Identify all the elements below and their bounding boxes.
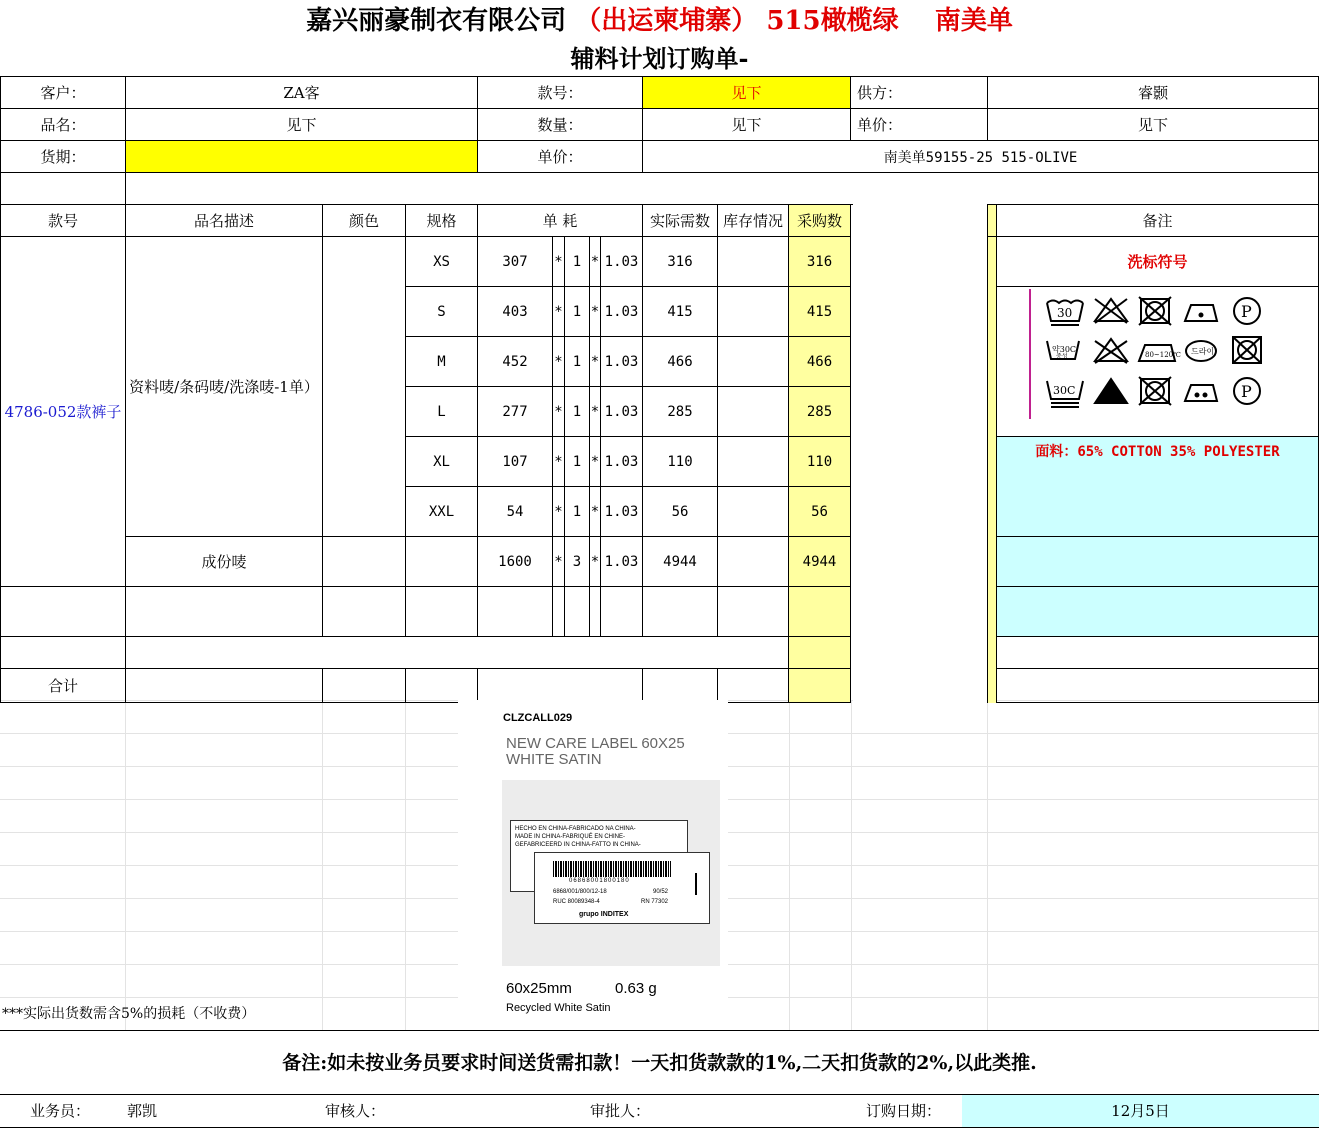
remark-cell — [997, 537, 1319, 587]
order-date-value[interactable]: 12月5日 — [962, 1095, 1319, 1127]
care-label-name — [506, 736, 685, 768]
actual-cell: 316 — [643, 237, 718, 287]
salesman-value[interactable]: 郭凯 — [127, 1102, 158, 1120]
label-ruc: RUC 80089348-4 — [553, 899, 600, 905]
star-cell: * — [553, 537, 565, 587]
mult-cell: 1 — [565, 337, 590, 387]
actual-cell: 466 — [643, 337, 718, 387]
unit-value[interactable]: 南美单59155-25 515-OLIVE — [643, 141, 1319, 173]
actual-cell: 56 — [643, 487, 718, 537]
col-actual: 实际需数 — [643, 205, 718, 237]
table-row — [1, 537, 1319, 587]
qty-cell: 307 — [478, 237, 553, 287]
company-name: 嘉兴丽豪制衣有限公司 — [306, 6, 567, 36]
label-text-line: MADE IN CHINA-FABRIQUÉ EN CHINE- — [515, 834, 626, 840]
col-size: 规格 — [406, 205, 478, 237]
factor-cell: 1.03 — [601, 537, 643, 587]
star-cell: * — [553, 487, 565, 537]
fabric-note: 面料：65% COTTON 35% POLYESTER — [997, 437, 1319, 537]
remark-cell — [997, 587, 1319, 637]
svg-text:80~120℃: 80~120℃ — [1145, 351, 1181, 359]
style-label: 款号： — [478, 77, 643, 109]
care-label-material: Recycled White Satin — [506, 1002, 611, 1014]
gridline — [851, 700, 852, 1030]
mult-cell: 1 — [565, 487, 590, 537]
label-rn: RN 77302 — [641, 899, 669, 905]
30c-wash-icon — [1047, 381, 1083, 407]
order-date-label: 订购日期： — [866, 1102, 942, 1120]
star-cell: * — [553, 287, 565, 337]
mult-cell: 3 — [565, 537, 590, 587]
front-label — [534, 852, 710, 924]
col-style: 款号 — [1, 205, 126, 237]
col-consumption: 单 耗 — [478, 205, 643, 237]
care-label-size: 60x25mm — [506, 980, 572, 997]
star-cell: * — [590, 287, 601, 337]
p-circle-icon — [1234, 378, 1260, 404]
no-bleach-hangul-icon — [1095, 339, 1127, 363]
empty-cell — [1, 637, 126, 669]
price-label: 单价： — [851, 109, 988, 141]
care-symbols-cell — [997, 287, 1319, 437]
table-row — [1, 237, 1319, 287]
empty-cell — [126, 669, 323, 703]
purchase-cell: 466 — [789, 337, 851, 387]
stock-cell — [718, 287, 789, 337]
empty-cell — [126, 587, 323, 637]
total-row — [1, 669, 1319, 703]
empty-cell — [643, 669, 718, 703]
svg-text:약30C: 약30C — [1052, 345, 1077, 354]
gridline — [987, 700, 988, 1030]
mult-cell: 1 — [565, 387, 590, 437]
blank-row — [126, 173, 1319, 205]
star-cell: * — [553, 387, 565, 437]
empty-cell — [789, 637, 851, 669]
qty-cell: 107 — [478, 437, 553, 487]
order-table — [0, 76, 1319, 703]
stock-cell — [718, 387, 789, 437]
svg-text:P: P — [1241, 382, 1252, 401]
label-photo — [502, 780, 720, 966]
empty-cell — [323, 587, 406, 637]
factor-cell: 1.03 — [601, 487, 643, 537]
col-remark: 备注 — [997, 205, 1319, 237]
col-desc: 品名描述 — [126, 205, 323, 237]
empty-cell — [478, 587, 553, 637]
qty-cell: 54 — [478, 487, 553, 537]
actual-cell: 285 — [643, 387, 718, 437]
table-row — [1, 587, 1319, 637]
qty-cell: 403 — [478, 287, 553, 337]
purchase-cell: 316 — [789, 237, 851, 287]
remark-cell — [997, 669, 1319, 703]
color-code: 515橄榄绿 — [766, 6, 899, 36]
empty-cell — [553, 587, 565, 637]
no-tumble-icon — [1233, 337, 1261, 363]
empty-cell — [406, 669, 478, 703]
color-cell — [323, 237, 406, 537]
empty-cell — [126, 637, 789, 669]
color-cell — [323, 537, 406, 587]
market: 南美单 — [934, 6, 1013, 36]
qty-cell: 277 — [478, 387, 553, 437]
empty-cell — [1, 587, 126, 637]
30-wash-icon — [1047, 301, 1083, 326]
bleach-icon — [1095, 379, 1127, 403]
empty-cell — [718, 669, 789, 703]
style-value[interactable]: 见下 — [643, 77, 851, 109]
30-gentle-wash-icon — [1047, 341, 1079, 360]
price-value[interactable]: 见下 — [988, 109, 1319, 141]
barcode-icon — [553, 861, 671, 877]
label-ref2: 90/52 — [653, 889, 669, 895]
empty-cell — [590, 587, 601, 637]
gridline — [789, 700, 790, 1030]
empty-cell — [565, 587, 590, 637]
company-title — [0, 0, 1319, 42]
p-dryclean-icon — [1234, 298, 1260, 324]
dry-hangul-icon — [1186, 341, 1216, 361]
empty-cell — [406, 587, 478, 637]
label-mark — [695, 873, 697, 895]
col-stock: 库存情况 — [718, 205, 789, 237]
empty-cell — [718, 587, 789, 637]
star-cell: * — [553, 437, 565, 487]
star-cell: * — [590, 237, 601, 287]
empty-cell — [601, 587, 643, 637]
composition-desc: 成份唛 — [126, 537, 323, 587]
col-purchase: 采购数 — [789, 205, 851, 237]
loss-note: ***实际出货数需含5%的损耗（不收费） — [2, 1006, 256, 1022]
star-cell: * — [590, 337, 601, 387]
qty-label: 数量： — [478, 109, 643, 141]
empty-cell — [323, 669, 406, 703]
iron-80-120-icon — [1139, 345, 1181, 361]
svg-text:30C: 30C — [1053, 384, 1076, 397]
care-symbols — [1045, 295, 1285, 415]
label-text-line: GEFABRICEERD IN CHINA-FATTO IN CHINA- — [515, 842, 641, 848]
item-desc: 资料唛/条码唛/洗涤唛-1单） — [126, 237, 323, 537]
col-color: 颜色 — [323, 205, 406, 237]
salesman-label: 业务员： — [30, 1102, 91, 1120]
purchase-cell: 4944 — [789, 537, 851, 587]
size-cell: XXL — [406, 487, 478, 537]
mult-cell: 1 — [565, 437, 590, 487]
star-cell: * — [553, 237, 565, 287]
stock-cell — [718, 337, 789, 387]
star-cell: * — [590, 487, 601, 537]
factor-cell: 1.03 — [601, 237, 643, 287]
style-no: 4786-052款裤子 — [1, 237, 126, 587]
qty-cell: 1600 — [478, 537, 553, 587]
empty-cell — [478, 669, 643, 703]
label-brand: grupo INDITEX — [579, 911, 629, 918]
gap-strip — [988, 205, 997, 237]
svg-text:중성: 중성 — [1056, 353, 1068, 360]
size-cell — [406, 537, 478, 587]
stock-cell — [718, 437, 789, 487]
purchase-cell: 56 — [789, 487, 851, 537]
actual-cell: 415 — [643, 287, 718, 337]
customer-value[interactable]: ZA客 — [126, 77, 478, 109]
actual-cell: 110 — [643, 437, 718, 487]
care-label-weight: 0.63 g — [615, 980, 657, 997]
no-tumble-dry-icon — [1139, 297, 1171, 325]
purchase-cell: 110 — [789, 437, 851, 487]
factor-cell: 1.03 — [601, 387, 643, 437]
no-tumble-dry-2-icon — [1139, 377, 1171, 405]
unit-label: 单价： — [478, 141, 643, 173]
empty-cell — [643, 587, 718, 637]
wash-title: 洗标符号 — [997, 237, 1319, 287]
empty-cell — [789, 587, 851, 637]
total-label: 合计 — [1, 669, 126, 703]
care-label-image — [458, 700, 728, 1030]
sign-row — [0, 1094, 1319, 1128]
label-text-line: HECHO EN CHINA-FABRICADO NA CHINA- — [515, 826, 636, 832]
size-cell: M — [406, 337, 478, 387]
factor-cell: 1.03 — [601, 337, 643, 387]
mult-cell: 1 — [565, 237, 590, 287]
page-title: 辅料计划订购单- — [570, 44, 749, 73]
size-cell: L — [406, 387, 478, 437]
barcode-digits: 06868001800180 — [569, 878, 630, 884]
purchase-cell: 285 — [789, 387, 851, 437]
svg-text:P: P — [1241, 302, 1252, 321]
star-cell: * — [590, 387, 601, 437]
blank-cell — [1, 173, 126, 205]
label-ref1: 6868/001/800/12-18 — [553, 889, 607, 895]
customer-label: 客户： — [1, 77, 126, 109]
care-divider — [1029, 289, 1031, 419]
mult-cell: 1 — [565, 287, 590, 337]
delivery-label: 货期： — [1, 141, 126, 173]
actual-cell: 4944 — [643, 537, 718, 587]
svg-text:드라이: 드라이 — [1191, 347, 1215, 356]
gridline — [322, 700, 323, 1030]
factor-cell: 1.03 — [601, 437, 643, 487]
low-iron-icon — [1185, 305, 1217, 321]
footer-note: 备注:如未按业务员要求时间送货需扣款！一天扣货款款的1%,二天扣货款的2%,以此类推. — [0, 1030, 1319, 1095]
qty-cell: 452 — [478, 337, 553, 387]
care-label-code: CLZCALL029 — [503, 712, 573, 724]
qty-value[interactable]: 见下 — [643, 109, 851, 141]
product-label: 品名： — [1, 109, 126, 141]
no-bleach-icon — [1095, 299, 1127, 323]
table-row — [1, 637, 1319, 669]
factor-cell: 1.03 — [601, 287, 643, 337]
stock-cell — [718, 487, 789, 537]
medium-iron-icon — [1185, 385, 1217, 401]
supplier-value[interactable]: 睿颢 — [988, 77, 1319, 109]
size-cell: XS — [406, 237, 478, 287]
approver-label: 审批人： — [590, 1102, 651, 1120]
star-cell: * — [590, 437, 601, 487]
blank-area — [853, 204, 987, 704]
gap-strip — [988, 237, 997, 703]
stock-cell — [718, 237, 789, 287]
gridline — [405, 700, 406, 1030]
delivery-value[interactable] — [126, 141, 478, 173]
size-cell: S — [406, 287, 478, 337]
purchase-cell: 415 — [789, 287, 851, 337]
star-cell: * — [590, 537, 601, 587]
star-cell: * — [553, 337, 565, 387]
care-label-name-line1: NEW CARE LABEL 60X25 — [506, 735, 685, 752]
gridline — [125, 700, 126, 1030]
reviewer-label: 审核人： — [325, 1102, 386, 1120]
empty-cell — [789, 669, 851, 703]
supplier-label: 供方： — [851, 77, 988, 109]
product-value[interactable]: 见下 — [126, 109, 478, 141]
destination: （出运柬埔寨） — [575, 6, 758, 36]
remark-cell — [997, 637, 1319, 669]
size-cell: XL — [406, 437, 478, 487]
care-label-name-line2: WHITE SATIN — [506, 751, 602, 768]
svg-text:30: 30 — [1057, 306, 1073, 320]
stock-cell — [718, 537, 789, 587]
